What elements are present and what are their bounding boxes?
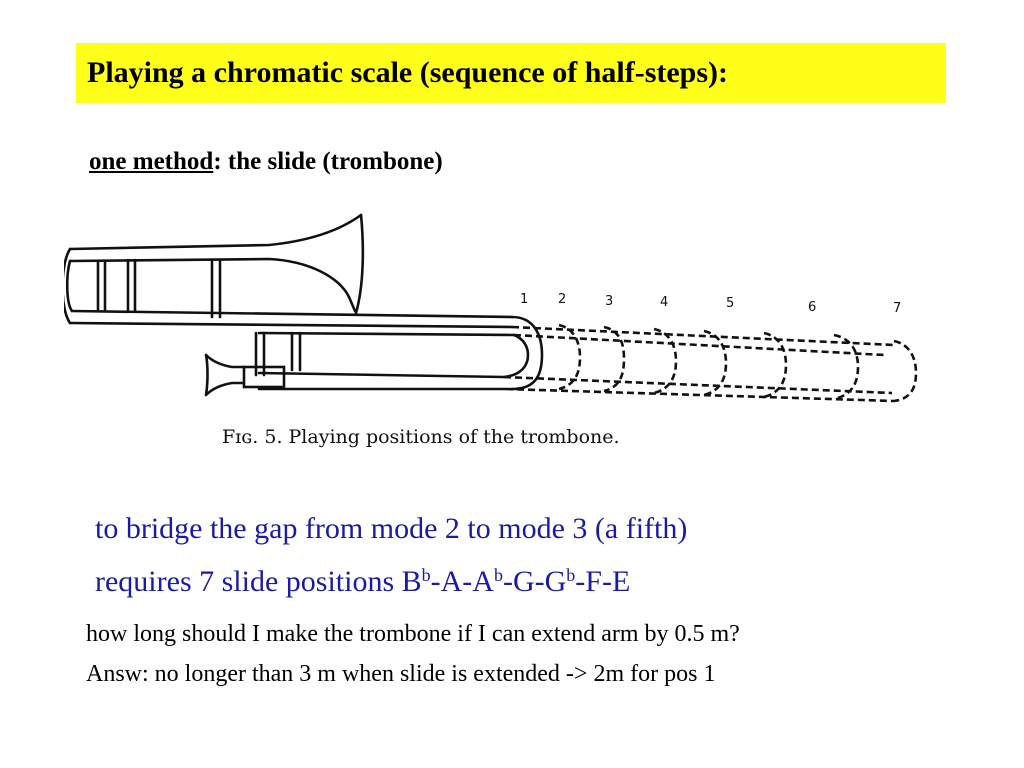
flat-sup: b	[421, 565, 431, 585]
title-box	[76, 43, 946, 103]
trombone-figure	[64, 205, 930, 475]
subtitle	[89, 148, 443, 176]
figure-caption: Fɪɢ. 5. Playing positions of the trombone.	[222, 426, 620, 448]
blue-text-block	[95, 506, 975, 605]
subtitle-underlined: one method	[89, 148, 214, 175]
bell	[356, 215, 363, 313]
blue-line-2-start: requires 7 slide positions B	[95, 565, 422, 598]
position-label: 1	[520, 292, 529, 307]
position-label: 4	[660, 295, 669, 310]
blue-seg-g: -G-G	[502, 565, 567, 598]
position-label: 5	[726, 296, 735, 311]
blue-seg-a: -A-A	[430, 565, 494, 598]
subtitle-rest: : the slide (trombone)	[213, 148, 443, 175]
flat-sup: b	[566, 565, 576, 585]
blue-line-2	[95, 552, 975, 605]
trombone-drawing	[64, 205, 930, 475]
brace	[98, 261, 105, 311]
blue-line-2-end: -F-E	[575, 565, 631, 598]
upper-tube	[70, 215, 361, 249]
position-label: 6	[808, 300, 817, 315]
slide-title: Playing a chromatic scale (sequence of half-steps):	[87, 56, 729, 89]
slide-tube	[259, 333, 514, 335]
position-label: 2	[558, 292, 567, 307]
question-line: how long should I make the trombone if I can extend arm by 0.5 m?	[86, 621, 740, 647]
answer-line: Answ: no longer than 3 m when slide is extended -> 2m for pos 1	[86, 661, 716, 687]
black-text-block	[86, 614, 1021, 694]
flat-sup: b	[493, 565, 503, 585]
position-label: 7	[893, 301, 902, 316]
position-label: 3	[605, 294, 614, 309]
mouthpiece	[206, 355, 244, 395]
blue-line-1: to bridge the gap from mode 2 to mode 3 (a fifth)	[95, 512, 688, 545]
lower-tube	[70, 323, 512, 327]
